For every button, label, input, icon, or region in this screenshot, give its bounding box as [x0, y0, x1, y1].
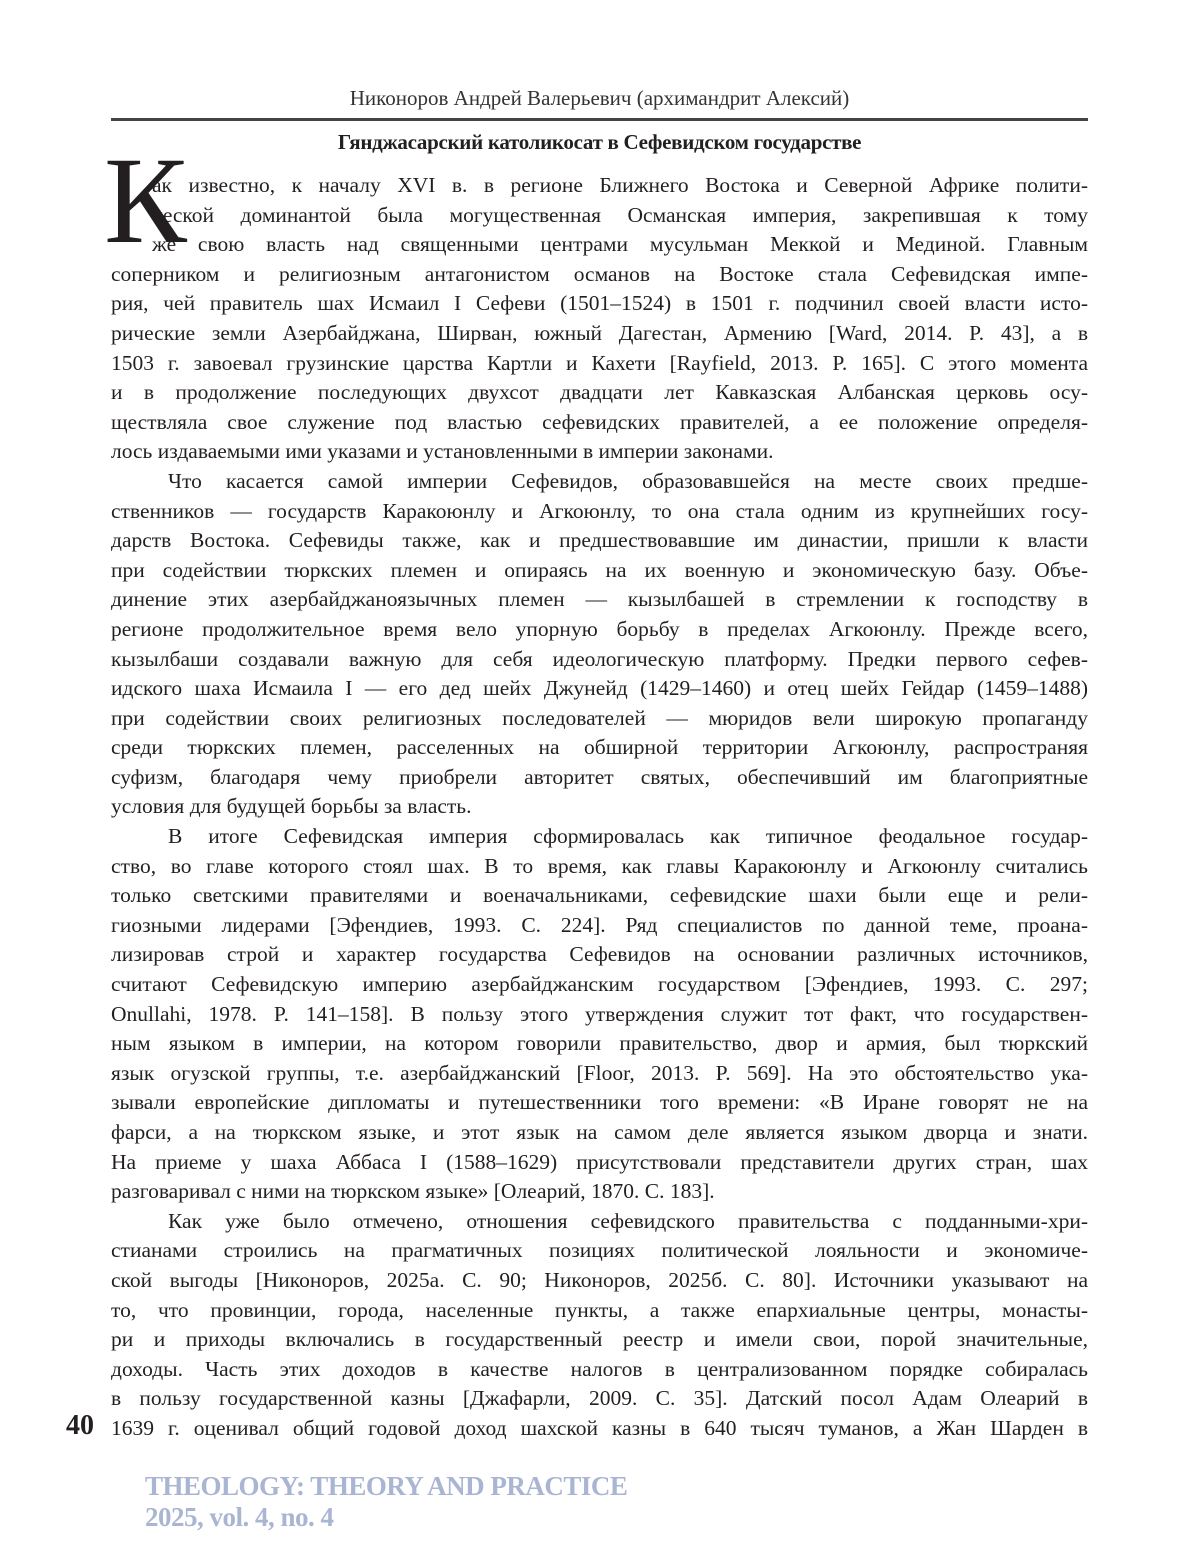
- page-number: 40: [66, 1410, 94, 1442]
- text-line: ственников — государств Каракоюнлу и Агкоюнлу, то она стала одним из крупнейших госу-: [111, 497, 1088, 527]
- text-line: условия для будущей борьбы за власть.: [111, 792, 1088, 822]
- text-line: доходы. Часть этих доходов в качестве налогов в централизованном порядке собиралась: [111, 1355, 1088, 1385]
- paragraph: [111, 822, 1088, 1207]
- text-line: при содействии тюркских племен и опираясь на их военную и экономическую базу. Объе-: [111, 556, 1088, 586]
- text-line: Как уже было отмечено, отношения сефевидского правительства с подданными-хри-: [111, 1207, 1088, 1237]
- text-line: рические земли Азербайджана, Ширван, южный Дагестан, Армению [Ward, 2014. P. 43], а в: [111, 319, 1088, 349]
- journal-footer: [145, 1471, 627, 1533]
- article-title: Гянджасарский католикосат в Сефевидском государстве: [111, 130, 1088, 155]
- running-head-author: Никоноров Андрей Валерьевич (архимандрит Алексий): [111, 86, 1088, 111]
- text-line: разговаривал с ними на тюркском языке» [Олеарий, 1870. С. 183].: [111, 1177, 1088, 1207]
- text-line: язык огузской группы, т.е. азербайджанский [Floor, 2013. P. 569]. На это обстоятельство ука-: [111, 1059, 1088, 1089]
- text-line: ществляла свое служение под властью сефевидских правителей, а ее положение определя-: [111, 408, 1088, 438]
- text-line: считают Сефевидскую империю азербайджанским государством [Эфендиев, 1993. С. 297;: [111, 970, 1088, 1000]
- text-line: то, что провинции, города, населенные пункты, а также епархиальные центры, монасты-: [111, 1296, 1088, 1326]
- text-line: ческой доминантой была могущественная Османская империя, закрепившая к тому: [111, 201, 1088, 231]
- text-line: ным языком в империи, на котором говорили правительство, двор и армия, был тюркский: [111, 1029, 1088, 1059]
- text-line: гиозными лидерами [Эфендиев, 1993. С. 224]. Ряд специалистов по данной теме, проана-: [111, 911, 1088, 941]
- header-rule: [111, 118, 1088, 121]
- text-line: зывали европейские дипломаты и путешественники того времени: «В Иране говорят не на: [111, 1088, 1088, 1118]
- journal-name: THEOLOGY: THEORY AND PRACTICE: [145, 1471, 627, 1502]
- paragraph: [111, 467, 1088, 822]
- text-line: Onullahi, 1978. P. 141–158]. В пользу этого утверждения служит тот факт, что государствен-: [111, 1000, 1088, 1030]
- text-line: среди тюркских племен, расселенных на обширной территории Агкоюнлу, распространяя: [111, 733, 1088, 763]
- text-line: только светскими правителями и военачальниками, сефевидские шахи были еще и рели-: [111, 881, 1088, 911]
- text-line: ак известно, к началу XVI в. в регионе Ближнего Востока и Северной Африке полити-: [111, 171, 1088, 201]
- text-line: ство, во главе которого стоял шах. В то время, как главы Каракоюнлу и Агкоюнлу считались: [111, 852, 1088, 882]
- body-text: [111, 171, 1088, 1444]
- text-line: 1503 г. завоевал грузинские царства Картли и Кахети [Rayfield, 2013. P. 165]. С этого момента: [111, 349, 1088, 379]
- text-line: ри и приходы включались в государственный реестр и имели свои, порой значительные,: [111, 1325, 1088, 1355]
- text-line: 1639 г. оценивал общий годовой доход шахской казны в 640 тысяч туманов, а Жан Шарден в: [111, 1414, 1088, 1444]
- text-line: регионе продолжительное время вело упорную борьбу в пределах Агкоюнлу. Прежде всего,: [111, 615, 1088, 645]
- text-line: кызылбаши создавали важную для себя идеологическую платформу. Предки первого сефев-: [111, 645, 1088, 675]
- text-line: На приеме у шаха Аббаса I (1588–1629) присутствовали представители других стран, шах: [111, 1148, 1088, 1178]
- text-line: лось издаваемыми ими указами и установленными в империи законами.: [111, 437, 1088, 467]
- text-line: же свою власть над священными центрами мусульман Меккой и Мединой. Главным: [111, 230, 1088, 260]
- text-line: в пользу государственной казны [Джафарли, 2009. С. 35]. Датский посол Адам Олеарий в: [111, 1384, 1088, 1414]
- text-line: рия, чей правитель шах Исмаил I Сефеви (1501–1524) в 1501 г. подчинил своей власти исто-: [111, 289, 1088, 319]
- text-line: и в продолжение последующих двухсот двадцати лет Кавказская Албанская церковь осу-: [111, 378, 1088, 408]
- text-line: идского шаха Исмаила I — его дед шейх Джунейд (1429–1460) и отец шейх Гейдар (1459–1488): [111, 674, 1088, 704]
- text-line: при содействии своих религиозных последователей — мюридов вели широкую пропаганду: [111, 704, 1088, 734]
- drop-cap: К: [104, 139, 187, 263]
- text-line: стианами строились на прагматичных позициях политической лояльности и экономиче-: [111, 1236, 1088, 1266]
- text-line: В итоге Сефевидская империя сформировалась как типичное феодальное государ-: [111, 822, 1088, 852]
- paragraph: [111, 171, 1088, 467]
- text-line: ской выгоды [Никоноров, 2025а. С. 90; Никоноров, 2025б. С. 80]. Источники указывают на: [111, 1266, 1088, 1296]
- text-line: соперником и религиозным антагонистом османов на Востоке стала Сефевидская импе-: [111, 260, 1088, 290]
- text-line: фарси, а на тюркском языке, и этот язык на самом деле является языком дворца и знати.: [111, 1118, 1088, 1148]
- text-line: лизировав строй и характер государства Сефевидов на основании различных источников,: [111, 940, 1088, 970]
- paragraph: [111, 1207, 1088, 1444]
- text-line: Что касается самой империи Сефевидов, образовавшейся на месте своих предше-: [111, 467, 1088, 497]
- text-line: дарств Востока. Сефевиды также, как и предшествовавшие им династии, пришли к власти: [111, 526, 1088, 556]
- text-line: динение этих азербайджаноязычных племен — кызылбашей в стремлении к господству в: [111, 585, 1088, 615]
- text-line: суфизм, благодаря чему приобрели авторитет святых, обеспечивший им благоприятные: [111, 763, 1088, 793]
- journal-issue: 2025, vol. 4, no. 4: [145, 1502, 627, 1533]
